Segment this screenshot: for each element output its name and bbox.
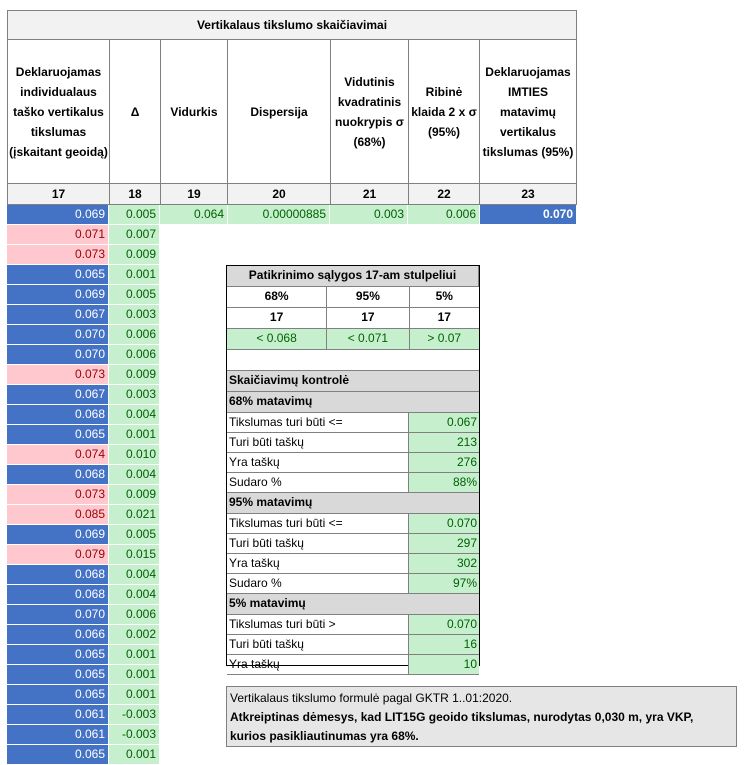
check-col-95: 17 — [327, 308, 409, 329]
row-delta-cell[interactable]: 0.006 — [109, 325, 160, 345]
col-header-22: Ribinė klaida 2 x σ (95%) — [408, 39, 480, 184]
summary-2sigma[interactable]: 0.006 — [408, 205, 480, 225]
control-row — [227, 433, 479, 453]
row-value-cell[interactable]: 0.073 — [7, 485, 109, 505]
control-value[interactable]: 16 — [409, 635, 479, 655]
control-label: Yra taškų — [227, 453, 409, 473]
row-delta-cell[interactable]: 0.004 — [109, 585, 160, 605]
col-num-21: 21 — [330, 183, 409, 205]
row-delta-cell[interactable]: 0.006 — [109, 605, 160, 625]
control-row — [227, 473, 479, 493]
control-section-title: 68% matavimų — [227, 392, 479, 413]
check-head-95: 95% — [327, 287, 409, 308]
row-value-cell[interactable]: 0.073 — [7, 245, 109, 265]
control-row — [227, 453, 479, 473]
check-heads-row — [227, 287, 479, 308]
row-delta-cell[interactable]: 0.002 — [109, 625, 160, 645]
col-header-21: Vidutinis kvadratinis nuokrypis σ (68%) — [330, 39, 409, 184]
row-value-cell[interactable]: 0.074 — [7, 445, 109, 465]
control-label: Tikslumas turi būti <= — [227, 514, 409, 534]
summary-declared-95[interactable]: 0.070 — [480, 205, 577, 225]
row-delta-cell[interactable]: 0.010 — [109, 445, 160, 465]
row-value-cell[interactable]: 0.070 — [7, 325, 109, 345]
row-delta-cell[interactable]: 0.001 — [109, 685, 160, 705]
row-delta-cell[interactable]: 0.004 — [109, 405, 160, 425]
col-num-18: 18 — [109, 183, 161, 205]
control-row — [227, 534, 479, 554]
row-delta-cell[interactable]: -0.003 — [109, 705, 160, 725]
check-col-68: 17 — [227, 308, 327, 329]
col-header-17: Deklaruojamas individualaus taško vertikalus tikslumas (įskaitant geoidą) — [7, 39, 110, 184]
table-title-text: Vertikalaus tikslumo skaičiavimai — [196, 18, 388, 32]
row-delta-cell[interactable]: 0.021 — [109, 505, 160, 525]
control-value[interactable]: 0.070 — [409, 514, 479, 534]
row-value-cell[interactable]: 0.069 — [7, 285, 109, 305]
check-spacer — [227, 350, 479, 371]
control-value[interactable]: 88% — [409, 473, 479, 493]
control-sections — [227, 392, 479, 675]
control-value[interactable]: 213 — [409, 433, 479, 453]
row-delta-cell[interactable]: 0.004 — [109, 465, 160, 485]
check-cond-95[interactable]: < 0.071 — [327, 329, 409, 350]
row-value-cell[interactable]: 0.065 — [7, 265, 109, 285]
row-value-cell[interactable]: 0.066 — [7, 625, 109, 645]
check-panel — [226, 265, 480, 671]
control-label: Turi būti taškų — [227, 433, 409, 453]
row-delta-cell[interactable]: 0.003 — [109, 385, 160, 405]
control-title: Skaičiavimų kontrolė — [227, 371, 479, 392]
col-header-19: Vidurkis — [160, 39, 228, 184]
row-value-cell[interactable]: 0.068 — [7, 565, 109, 585]
row-delta-cell[interactable]: -0.003 — [109, 725, 160, 745]
col-header-23: Deklaruojamas IMTIES matavimų vertikalus tikslumas (95%) — [479, 39, 577, 184]
summary-variance[interactable]: 0.00000885 — [228, 205, 330, 225]
row-value-cell[interactable]: 0.061 — [7, 725, 109, 745]
row-delta-cell[interactable]: 0.001 — [109, 665, 160, 685]
check-conds-row — [227, 329, 479, 350]
row-delta-cell[interactable]: 0.009 — [109, 485, 160, 505]
table-title — [7, 10, 577, 40]
row-value-cell[interactable]: 0.079 — [7, 545, 109, 565]
row-value-cell[interactable]: 0.065 — [7, 745, 109, 765]
col-num-19: 19 — [160, 183, 228, 205]
control-label: Yra taškų — [227, 655, 409, 675]
row-value-cell[interactable]: 0.065 — [7, 685, 109, 705]
note-box — [226, 686, 737, 747]
row-delta-cell[interactable]: 0.007 — [109, 225, 160, 245]
control-row — [227, 554, 479, 574]
row-value-cell[interactable]: 0.067 — [7, 385, 109, 405]
row-value-cell[interactable]: 0.069 — [7, 525, 109, 545]
row-value-cell[interactable]: 0.065 — [7, 665, 109, 685]
note-line-2: Atkreiptinas dėmesys, kad LIT15G geoido tikslumas, nurodytas 0,030 m, yra VKP, — [230, 710, 694, 724]
summary-mean[interactable]: 0.064 — [160, 205, 228, 225]
control-row — [227, 514, 479, 534]
row-delta-cell[interactable]: 0.005 — [109, 285, 160, 305]
note-line-3: kurios pasikliautinumas yra 68%. — [230, 729, 419, 743]
control-value[interactable]: 302 — [409, 554, 479, 574]
control-label: Tikslumas turi būti <= — [227, 413, 409, 433]
row-value-cell[interactable]: 0.061 — [7, 705, 109, 725]
check-cond-5[interactable]: > 0.07 — [410, 329, 479, 350]
control-value[interactable]: 0.070 — [409, 615, 479, 635]
col-header-20: Dispersija — [227, 39, 331, 184]
row-delta-cell[interactable]: 0.006 — [109, 345, 160, 365]
row-delta-cell[interactable]: 0.009 — [109, 245, 160, 265]
row-value-cell[interactable]: 0.068 — [7, 405, 109, 425]
check-head-5: 5% — [410, 287, 479, 308]
row-delta-cell[interactable]: 0.015 — [109, 545, 160, 565]
control-label: Sudaro % — [227, 473, 409, 493]
row-value-cell[interactable]: 0.065 — [7, 645, 109, 665]
control-label: Yra taškų — [227, 554, 409, 574]
control-label: Tikslumas turi būti > — [227, 615, 409, 635]
control-row — [227, 413, 479, 433]
row-delta-cell[interactable]: 0.001 — [109, 645, 160, 665]
col-num-23: 23 — [479, 183, 577, 205]
control-value[interactable]: 0.067 — [409, 413, 479, 433]
row-delta-cell[interactable]: 0.001 — [109, 265, 160, 285]
row-value-cell[interactable]: 0.071 — [7, 225, 109, 245]
control-section-title: 95% matavimų — [227, 493, 479, 514]
control-value[interactable]: 97% — [409, 574, 479, 594]
row-delta-cell[interactable]: 0.009 — [109, 365, 160, 385]
check-head-68: 68% — [227, 287, 327, 308]
row-delta-cell[interactable]: 0.001 — [109, 425, 160, 445]
control-label: Sudaro % — [227, 574, 409, 594]
row-delta-cell[interactable]: 0.003 — [109, 305, 160, 325]
control-section-title: 5% matavimų — [227, 594, 479, 615]
note-line-1: Vertikalaus tikslumo formulė pagal GKTR 1..01:2020. — [230, 691, 513, 705]
check-title: Patikrinimo sąlygos 17-am stulpeliui — [227, 266, 479, 287]
control-value[interactable]: 10 — [409, 655, 479, 675]
row-value-cell[interactable]: 0.085 — [7, 505, 109, 525]
check-col-5: 17 — [410, 308, 479, 329]
row-value-cell[interactable]: 0.069 — [7, 205, 109, 225]
control-row — [227, 635, 479, 655]
col-num-17: 17 — [7, 183, 110, 205]
control-row — [227, 615, 479, 635]
row-value-cell[interactable]: 0.068 — [7, 585, 109, 605]
control-label: Turi būti taškų — [227, 534, 409, 554]
row-delta-cell[interactable]: 0.001 — [109, 745, 160, 765]
control-value[interactable]: 297 — [409, 534, 479, 554]
control-row — [227, 655, 479, 675]
check-cond-68[interactable]: < 0.068 — [227, 329, 327, 350]
check-cols-row — [227, 308, 479, 329]
col-num-20: 20 — [227, 183, 331, 205]
row-value-cell[interactable]: 0.065 — [7, 425, 109, 445]
col-header-18: Δ — [109, 39, 161, 184]
row-value-cell[interactable]: 0.067 — [7, 305, 109, 325]
control-value[interactable]: 276 — [409, 453, 479, 473]
row-delta-cell[interactable]: 0.005 — [109, 525, 160, 545]
control-label: Turi būti taškų — [227, 635, 409, 655]
summary-sigma[interactable]: 0.003 — [330, 205, 408, 225]
row-value-cell[interactable]: 0.070 — [7, 345, 109, 365]
row-value-cell[interactable]: 0.073 — [7, 365, 109, 385]
row-delta-cell[interactable]: 0.005 — [109, 205, 160, 225]
row-value-cell[interactable]: 0.068 — [7, 465, 109, 485]
row-value-cell[interactable]: 0.070 — [7, 605, 109, 625]
row-delta-cell[interactable]: 0.004 — [109, 565, 160, 585]
col-num-22: 22 — [408, 183, 480, 205]
control-row — [227, 574, 479, 594]
